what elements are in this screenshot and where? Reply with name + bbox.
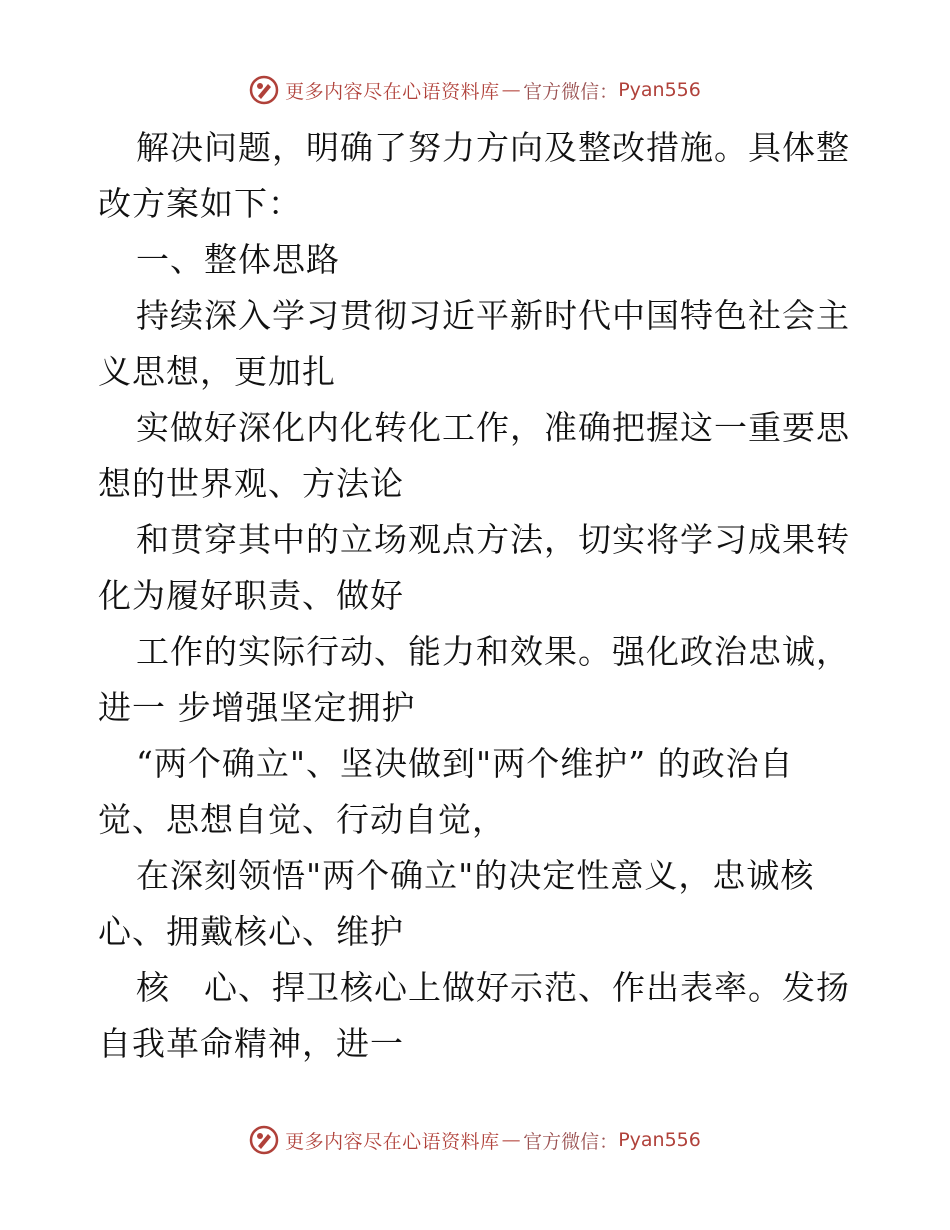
header-banner [0,72,950,108]
text-line: 核 心、捍卫核心上做好示范、作出表率。发扬 [136,968,850,1007]
text-line: 工作的实际行动、能力和效果。强化政治忠诚， [136,632,850,671]
text-line: 义思想，更加扎 [98,352,336,391]
banner-wechat-label: 官方微信： [523,1130,619,1153]
text-line: “两个确立"、坚决做到"两个维护” 的政治自 [136,744,794,783]
text-line: 解决问题，明确了努力方向及整改措施。具体整 [136,128,850,167]
text-line: 实做好深化内化转化工作，准确把握这一重要思 [136,408,850,447]
footer-banner [0,1122,950,1158]
banner-separator: — [501,79,522,101]
banner-text: 更多内容尽在心语资料库 [285,1130,500,1153]
banner-wechat-label: 官方微信： [523,80,619,103]
text-line: 改方案如下： [98,184,302,223]
banner-wechat-id: Pyan556 [618,1129,701,1151]
section-heading: 一、整体思路 [136,240,340,279]
text-line: 进一 步增强坚定拥护 [98,688,416,727]
text-line: 在深刻领悟"两个确立"的决定性意义，忠诚核 [136,856,815,895]
text-line: 自我革命精神，进一 [98,1024,404,1063]
pen-logo-icon [249,75,279,105]
text-line: 化为履好职责、做好 [98,576,404,615]
document-body [98,120,858,1072]
pen-logo-icon [249,1125,279,1155]
banner-text: 更多内容尽在心语资料库 [285,80,500,103]
text-line: 心、拥戴核心、维护 [98,912,404,951]
text-line: 觉、思想自觉、行动自觉， [98,800,506,839]
banner-separator: — [501,1129,522,1151]
text-line: 持续深入学习贯彻习近平新时代中国特色社会主 [136,296,850,335]
banner-wechat-id: Pyan556 [618,79,701,101]
text-line: 和贯穿其中的立场观点方法，切实将学习成果转 [136,520,850,559]
text-line: 想的世界观、方法论 [98,464,404,503]
